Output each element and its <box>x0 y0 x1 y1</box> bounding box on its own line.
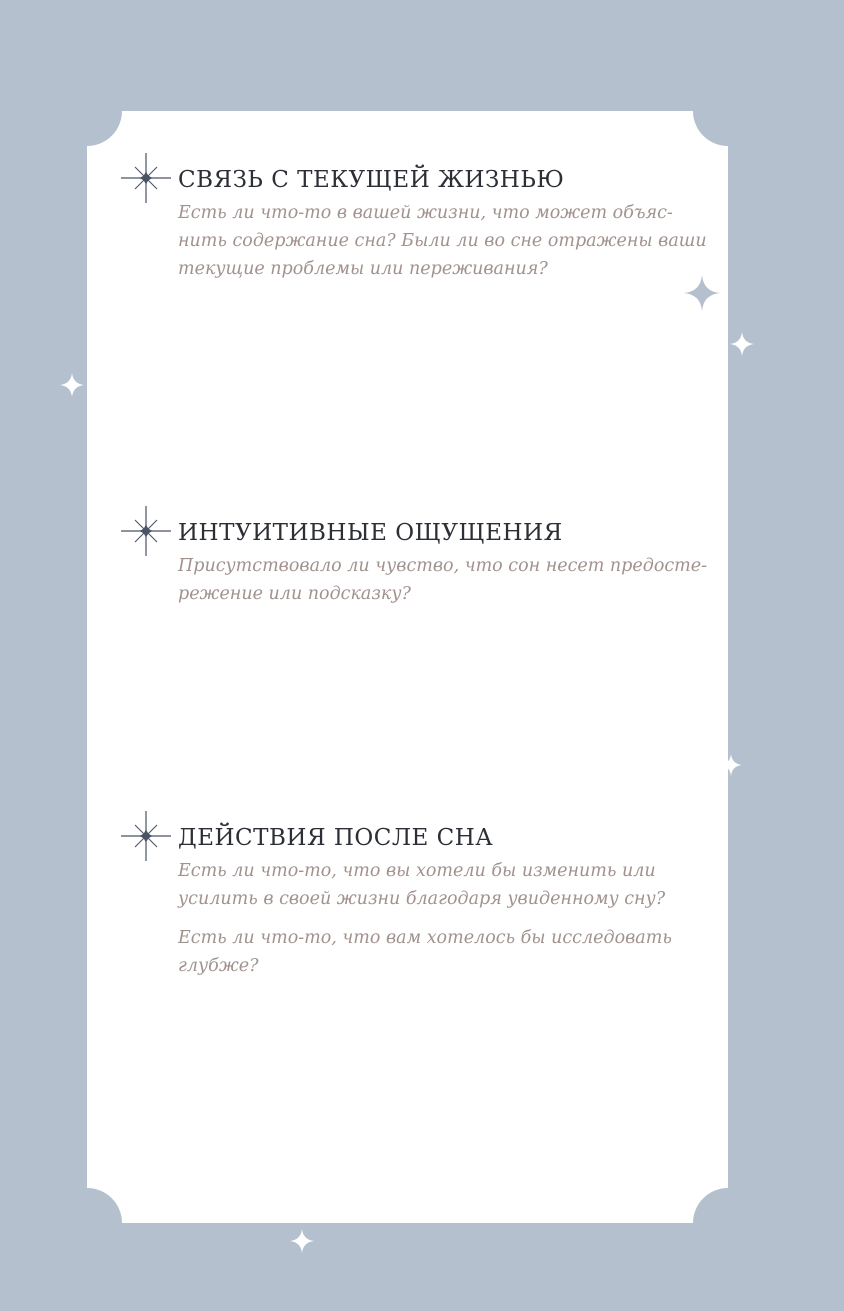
section-title: ИНТУИТИВНЫЕ ОЩУЩЕНИЯ <box>178 520 563 546</box>
sparkle-icon <box>290 1229 314 1253</box>
sparkle-icon <box>684 275 720 311</box>
starburst-icon <box>121 153 171 203</box>
corner-notch <box>52 1188 122 1258</box>
starburst-icon <box>121 506 171 556</box>
question-text: Есть ли что-то, что вы хотели бы изменить или усилить в своей жизни благодаря увиденному сну? <box>178 861 666 909</box>
question-text: Есть ли что-то в вашей жизни, что может объяс-нить содержание сна? Были ли во сне отражены ваши текущие проблемы или переживания? <box>178 203 707 279</box>
sparkle-icon <box>121 1141 147 1167</box>
page-card <box>87 111 728 1223</box>
sparkle-icon <box>138 1174 172 1208</box>
section-title: ДЕЙСТВИЯ ПОСЛЕ СНА <box>178 825 494 851</box>
corner-notch <box>693 1188 763 1258</box>
sparkle-icon <box>730 332 754 356</box>
question-text: Присутствовало ли чувство, что сон несет предосте-режение или подсказку? <box>178 556 708 604</box>
sparkle-icon <box>720 754 742 776</box>
question-text: Есть ли что-то, что вам хотелось бы исследовать глубже? <box>178 928 672 976</box>
sparkle-icon <box>60 373 84 397</box>
corner-notch <box>52 76 122 146</box>
starburst-icon <box>121 811 171 861</box>
corner-notch <box>693 76 763 146</box>
section-title: СВЯЗЬ С ТЕКУЩЕЙ ЖИЗНЬЮ <box>178 167 565 193</box>
